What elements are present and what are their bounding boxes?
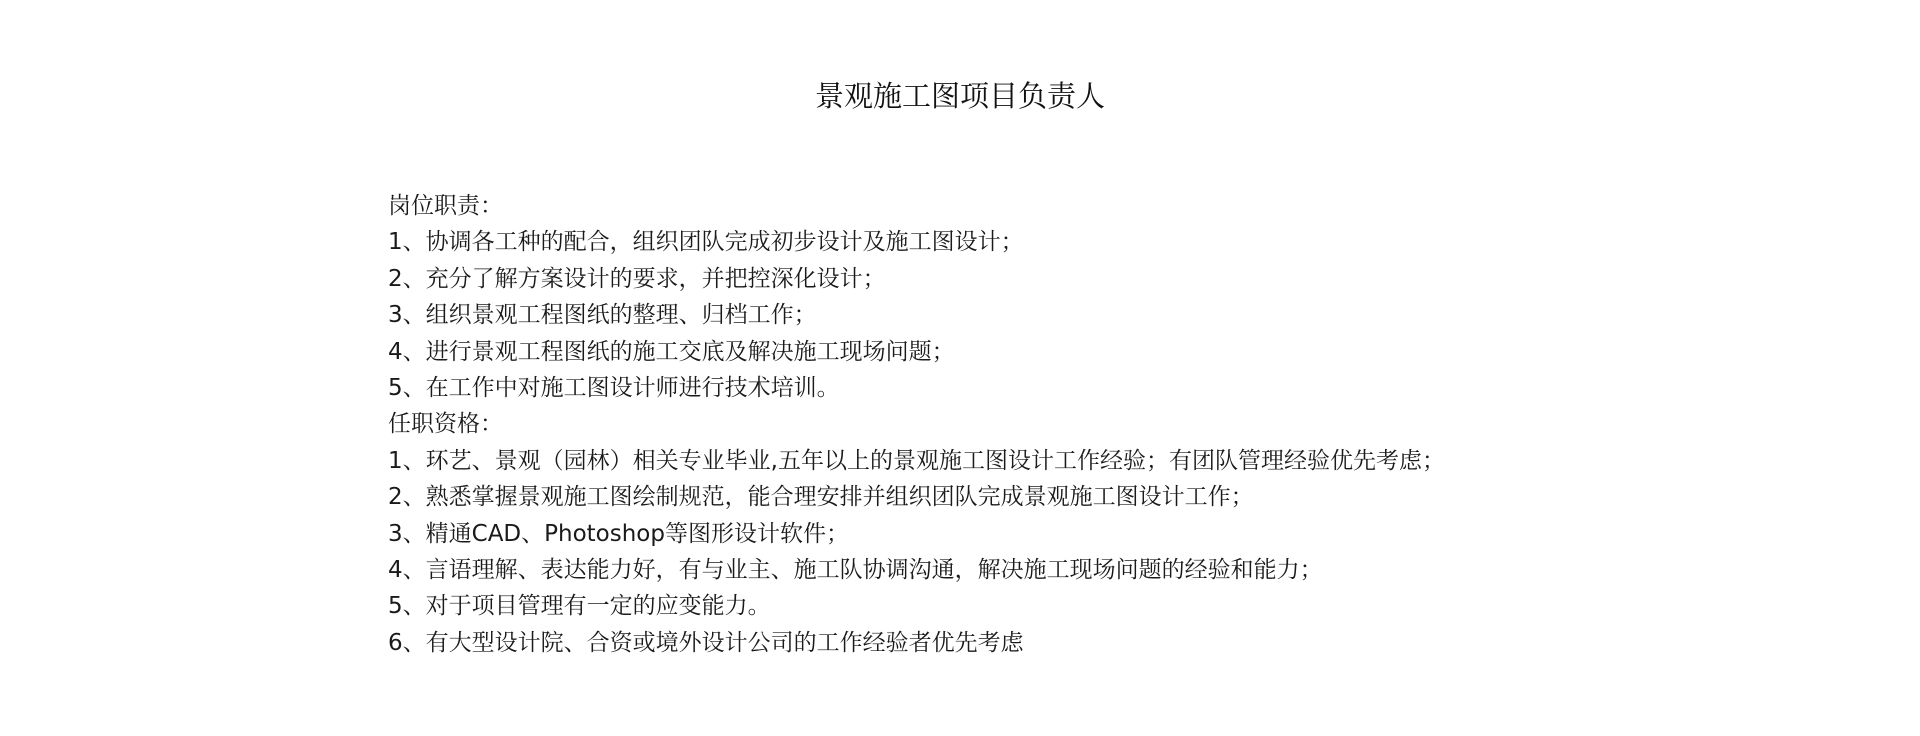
page-title: 景观施工图项目负责人	[814, 79, 1105, 113]
qualification-item: 4、言语理解、表达能力好，有与业主、施工队协调沟通，解决施工现场问题的经验和能力；	[388, 557, 1323, 584]
job-description	[388, 188, 1888, 661]
qualifications-heading: 任职资格：	[388, 411, 503, 438]
responsibility-item: 2、充分了解方案设计的要求，并把控深化设计；	[388, 265, 886, 292]
responsibility-item: 1、协调各工种的配合，组织团队完成初步设计及施工图设计；	[388, 229, 1024, 256]
qualification-item: 2、熟悉掌握景观施工图绘制规范，能合理安排并组织团队完成景观施工图设计工作；	[388, 484, 1254, 511]
responsibility-item: 3、组织景观工程图纸的整理、归档工作；	[388, 302, 817, 329]
qualification-item: 3、精通CAD、Photoshop等图形设计软件；	[388, 520, 849, 547]
responsibility-item: 5、在工作中对施工图设计师进行技术培训。	[388, 375, 840, 402]
responsibilities-heading: 岗位职责：	[388, 193, 503, 219]
qualification-item: 5、对于项目管理有一定的应变能力。	[388, 593, 771, 620]
responsibility-item: 4、进行景观工程图纸的施工交底及解决施工现场问题；	[388, 338, 955, 365]
qualification-item: 6、有大型设计院、合资或境外设计公司的工作经验者优先考虑	[388, 629, 1024, 656]
qualification-item: 1、环艺、景观（园林）相关专业毕业,五年以上的景观施工图设计工作经验；有团队管理经验优先考虑；	[388, 447, 1445, 474]
